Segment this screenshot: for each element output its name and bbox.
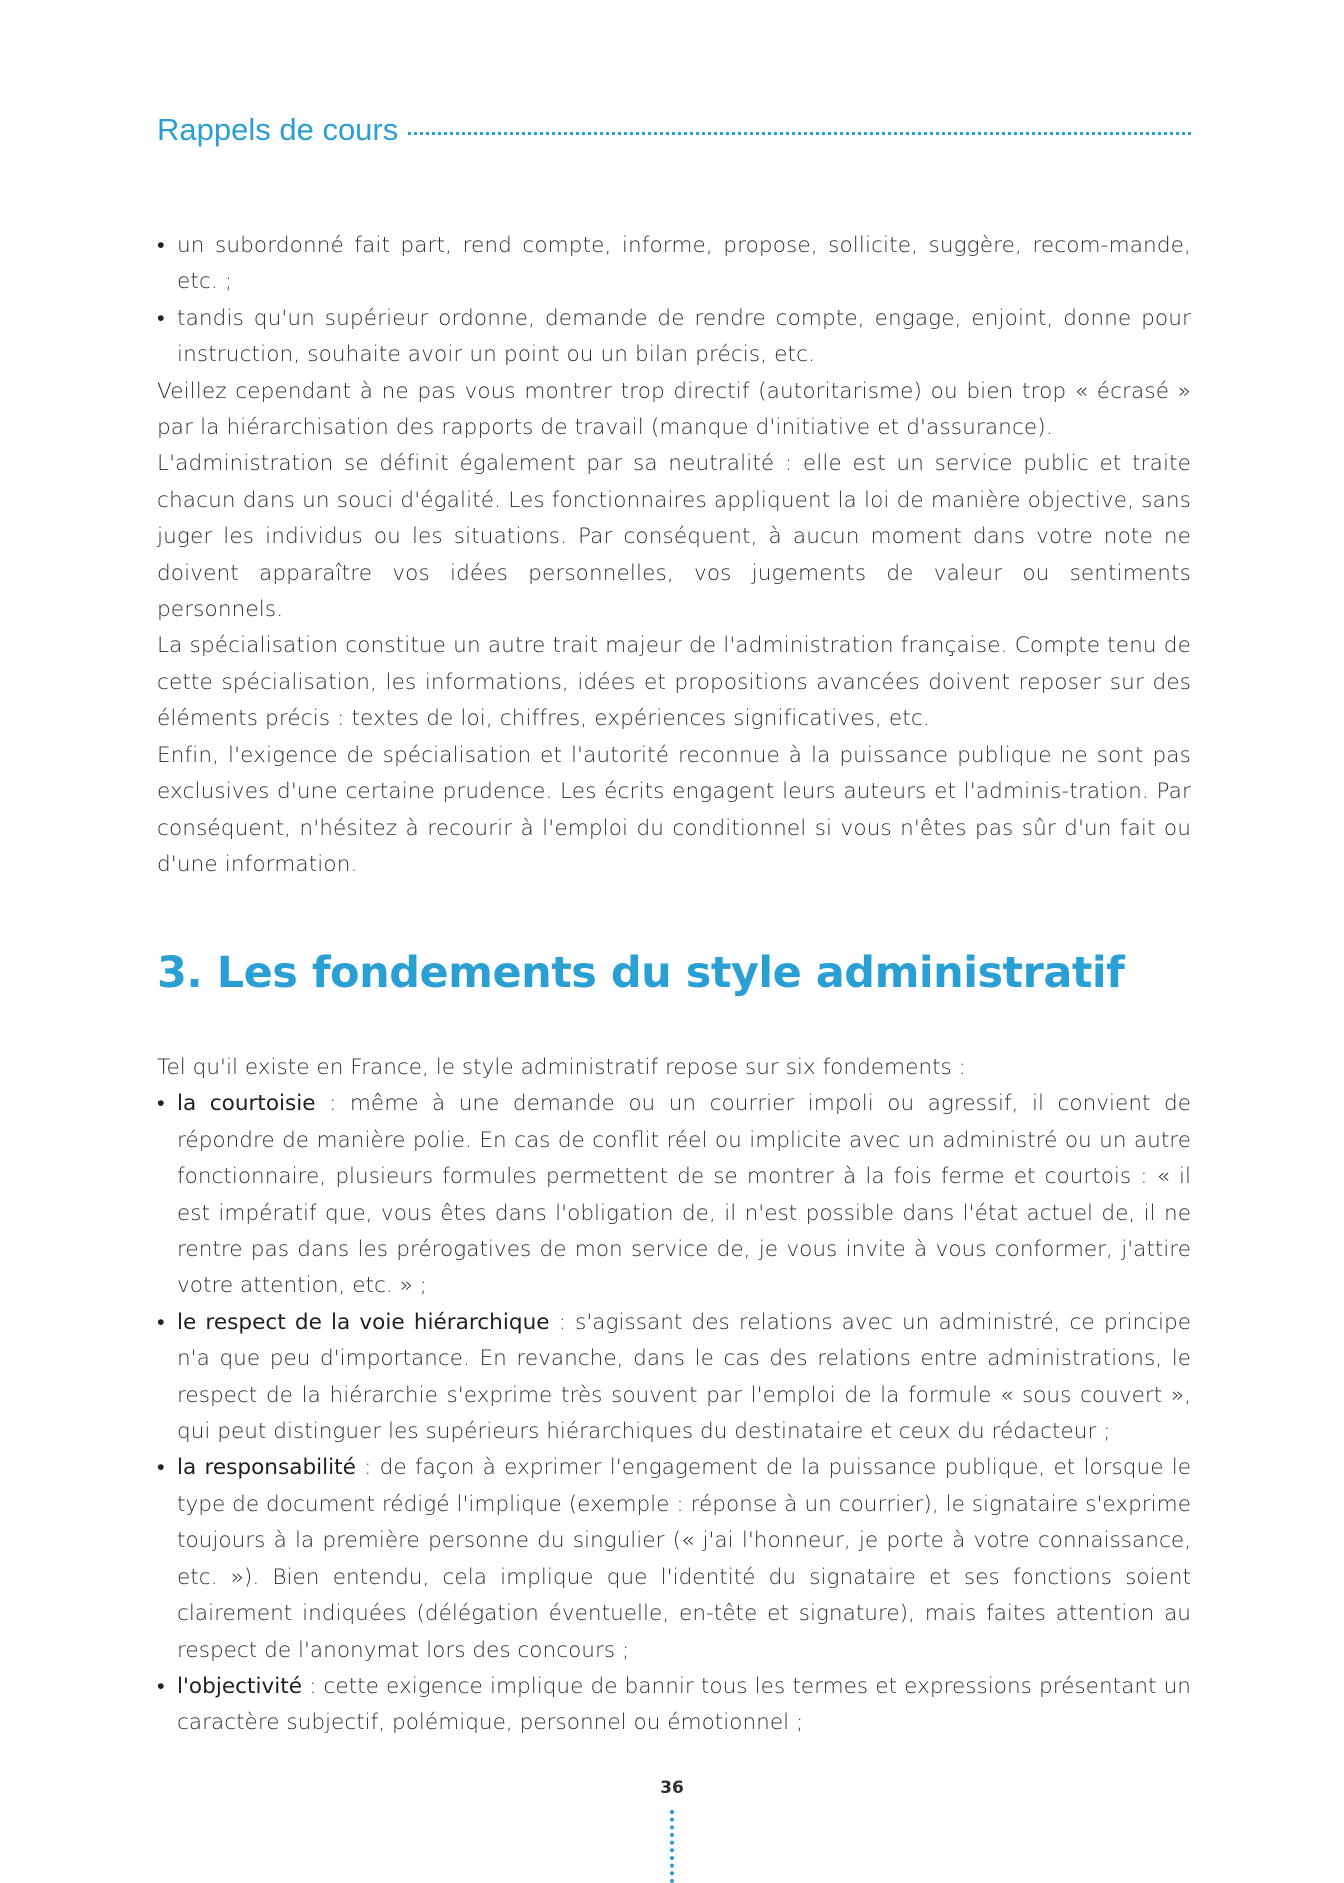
fondements-bullet-list — [157, 1086, 1191, 1741]
list-item-responsabilite — [157, 1450, 1191, 1668]
list-item: • tandis qu'un supérieur ordonne, demande de rendre compte, engage, enjoint, donne pour instruction, souhaite avoir un point ou un bilan précis, etc. — [157, 301, 1191, 374]
section-intro: Tel qu'il existe en France, le style administratif repose sur six fondements : — [157, 1055, 966, 1080]
term-label: la responsabilité — [177, 1455, 356, 1481]
paragraph-specialisation: La spécialisation constitue un autre trait majeur de l'administration française. Compte tenu de cette spécialisation, les informations, idées et propositions avancées doivent reposer sur des éléments précis : textes de loi, chiffres, expériences significatives, etc. — [157, 633, 1191, 732]
term-description: : s'agissant des relations avec un administré, ce principe n'a que peu d'importance. En revanche, dans le cas des relations entre administrations, le respect de la hiérarchie s'exprime très souvent par l'emploi de la formule « sous couvert », qui peut distinguer les supérieurs hiérarchiques du destinataire et ceux du rédacteur ; — [177, 1309, 1191, 1445]
running-header-title: Rappels de cours — [157, 112, 399, 147]
page-number: 36 — [660, 1778, 684, 1798]
paragraph-neutralite: L'administration se définit également par sa neutralité : elle est un service public et traite chacun dans un souci d'égalité. Les fonctionnaires appliquent la loi de manière objective, sans juger les individus ou les situations. Par conséquent, à aucun moment dans votre note ne doivent apparaître vos idées personnelles, vos jugements de valeur ou sentiments personnels. — [157, 451, 1191, 623]
term-label: l'objectivité — [177, 1673, 303, 1699]
running-header — [157, 112, 1191, 148]
term-label: le respect de la voie hiérarchique — [177, 1309, 550, 1335]
section-heading: 3. Les fondements du style administratif — [157, 948, 1125, 998]
paragraph-prudence: Enfin, l'exigence de spécialisation et l'autorité reconnue à la puissance publique ne sont pas exclusives d'une certaine prudence. Les écrits engagent leurs auteurs et l'adminis-tration. Par conséquent, n'hésitez à recourir à l'emploi du conditionnel si vous n'êtes pas sûr d'un fait ou d'une information. — [157, 742, 1191, 877]
paragraph-directif: Veillez cependant à ne pas vous montrer trop directif (autoritarisme) ou bien trop « écrasé » par la hiérarchisation des rapports de travail (manque d'initiative et d'assurance). — [157, 378, 1191, 441]
page-dotted-marker — [670, 1810, 674, 1883]
list-item: • un subordonné fait part, rend compte, informe, propose, sollicite, suggère, recom-mande, etc. ; — [157, 228, 1191, 301]
list-item-objectivite — [157, 1669, 1191, 1742]
header-dotted-leader — [408, 132, 1191, 135]
body-text-section — [157, 1050, 1191, 1742]
list-item-voie-hierarchique — [157, 1305, 1191, 1451]
term-description: : de façon à exprimer l'engagement de la puissance publique, et lorsque le type de document rédigé l'implique (exemple : réponse à un courrier), le signataire s'exprime toujours à la première personne du singulier (« j'ai l'honneur, je porte à votre connaissance, etc. »). Bien entendu, cela implique que l'identité du signataire et ses fonctions soient clairement indiquées (délégation éventuelle, en-tête et signature), mais faites attention au respect de l'anonymat lors des concours ; — [177, 1455, 1191, 1663]
list-item-courtoisie — [157, 1086, 1191, 1304]
term-label: la courtoisie — [177, 1091, 316, 1117]
term-description: : même à une demande ou un courrier impoli ou agressif, il convient de répondre de manière polie. En cas de conflit réel ou implicite avec un administré ou un autre fonctionnaire, plusieurs formules permettent de se montrer à la fois ferme et courtois : « il est impératif que, vous êtes dans l'obligation de, il n'est possible dans l'état actuel de, il ne rentre pas dans les prérogatives de mon service de, je vous invite à vous conformer, j'attire votre attention, etc. » ; — [177, 1091, 1191, 1299]
body-text-top — [157, 228, 1191, 883]
hierarchy-bullet-list — [157, 228, 1191, 374]
term-description: : cette exigence implique de bannir tous les termes et expressions présentant un caractère subjectif, polémique, personnel ou émotionnel ; — [177, 1673, 1191, 1736]
